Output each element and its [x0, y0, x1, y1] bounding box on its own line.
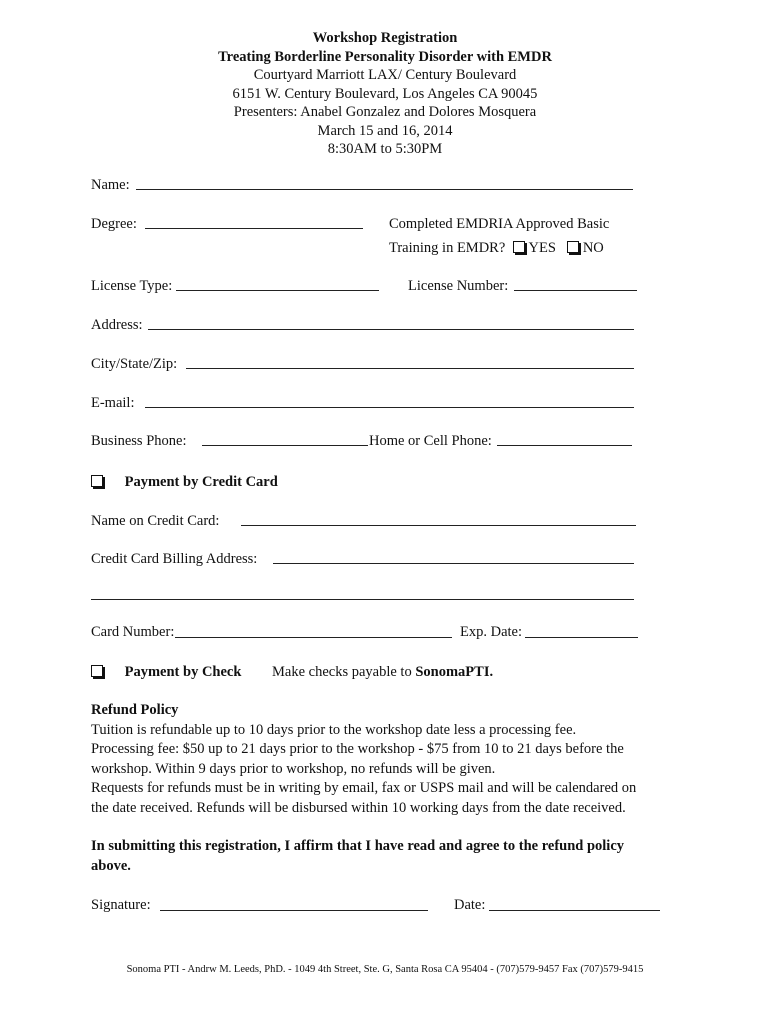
date-field[interactable] — [489, 910, 660, 911]
workshop-title: Treating Borderline Personality Disorder with EMDR — [218, 48, 552, 65]
date-label: Date: — [454, 897, 486, 913]
exp-date-label: Exp. Date: — [460, 624, 523, 640]
refund-title: Refund Policy — [91, 702, 179, 718]
affirmation — [91, 837, 671, 876]
degree-label: Degree: — [91, 216, 137, 232]
refund-line: Processing fee: $50 up to 21 days prior to the workshop - $75 from 10 to 21 days before the — [91, 741, 624, 757]
name-on-card-label: Name on Credit Card: — [91, 513, 220, 529]
billing-address-field-2[interactable] — [91, 599, 634, 600]
address-label: Address: — [91, 317, 143, 333]
email-field[interactable] — [145, 407, 634, 408]
workshop-time: 8:30AM to 5:30PM — [327, 141, 443, 157]
affirm-line2: above. — [91, 857, 131, 874]
check-payable — [272, 663, 493, 681]
degree-field[interactable] — [145, 228, 363, 229]
credit-card-option — [91, 473, 278, 491]
check-title: Payment by Check — [124, 664, 242, 680]
license-type-field[interactable] — [176, 290, 379, 291]
credit-card-checkbox[interactable] — [91, 475, 103, 487]
emdria-question-line1: Completed EMDRIA Approved Basic — [389, 216, 610, 232]
city-state-zip-field[interactable] — [186, 368, 634, 369]
check-payee: SonomaPTI. — [415, 664, 494, 680]
venue: Courtyard Marriott LAX/ Century Boulevard — [253, 67, 517, 83]
venue-address: 6151 W. Century Boulevard, Los Angeles CA 90045 — [232, 85, 538, 102]
no-label: NO — [582, 240, 604, 256]
city-state-zip-label: City/State/Zip: — [91, 356, 178, 372]
name-on-card-field[interactable] — [241, 525, 636, 526]
yes-label: YES — [528, 240, 556, 256]
business-phone-label: Business Phone: — [91, 433, 187, 449]
refund-line: Tuition is refundable up to 10 days prior to the workshop date less a processing fee. — [91, 721, 577, 738]
card-number-label: Card Number: — [91, 624, 175, 640]
home-phone-field[interactable] — [497, 445, 632, 446]
address-field[interactable] — [148, 329, 634, 330]
license-number-label: License Number: — [408, 278, 509, 294]
card-number-field[interactable] — [175, 637, 452, 638]
license-number-field[interactable] — [514, 290, 637, 291]
refund-policy — [91, 701, 671, 818]
exp-date-field[interactable] — [525, 637, 638, 638]
header — [0, 29, 770, 159]
name-label: Name: — [91, 177, 130, 193]
refund-line: workshop. Within 9 days prior to workshop, no refunds will be given. — [91, 760, 496, 777]
email-label: E-mail: — [91, 395, 135, 411]
no-checkbox[interactable] — [567, 241, 579, 253]
refund-line: the date received. Refunds will be disbursed within 10 working days from the date received. — [91, 799, 626, 816]
signature-field[interactable] — [160, 910, 428, 911]
emdria-question — [389, 239, 604, 257]
check-option — [91, 663, 241, 681]
check-checkbox[interactable] — [91, 665, 103, 677]
presenters: Presenters: Anabel Gonzalez and Dolores Mosquera — [233, 104, 537, 120]
footer: Sonoma PTI - Andrw M. Leeds, PhD. - 1049 4th Street, Ste. G, Santa Rosa CA 95404 - (707)579-9457 Fax (707)579-9415 — [126, 964, 644, 975]
license-type-label: License Type: — [91, 278, 173, 294]
business-phone-field[interactable] — [202, 445, 368, 446]
check-payable-text: Make checks payable to — [272, 664, 412, 680]
home-phone-label: Home or Cell Phone: — [369, 433, 492, 449]
signature-label: Signature: — [91, 897, 151, 913]
billing-address-field[interactable] — [273, 563, 634, 564]
refund-line: Requests for refunds must be in writing by email, fax or USPS mail and will be calendared on — [91, 780, 637, 796]
yes-checkbox[interactable] — [513, 241, 525, 253]
affirm-line1: In submitting this registration, I affirm that I have read and agree to the refund policy — [91, 838, 625, 854]
form-title: Workshop Registration — [312, 30, 458, 46]
name-field[interactable] — [136, 189, 633, 190]
emdria-question-line2: Training in EMDR? — [389, 240, 506, 256]
billing-address-label: Credit Card Billing Address: — [91, 551, 258, 567]
credit-card-title: Payment by Credit Card — [124, 474, 278, 490]
workshop-dates: March 15 and 16, 2014 — [317, 122, 453, 139]
